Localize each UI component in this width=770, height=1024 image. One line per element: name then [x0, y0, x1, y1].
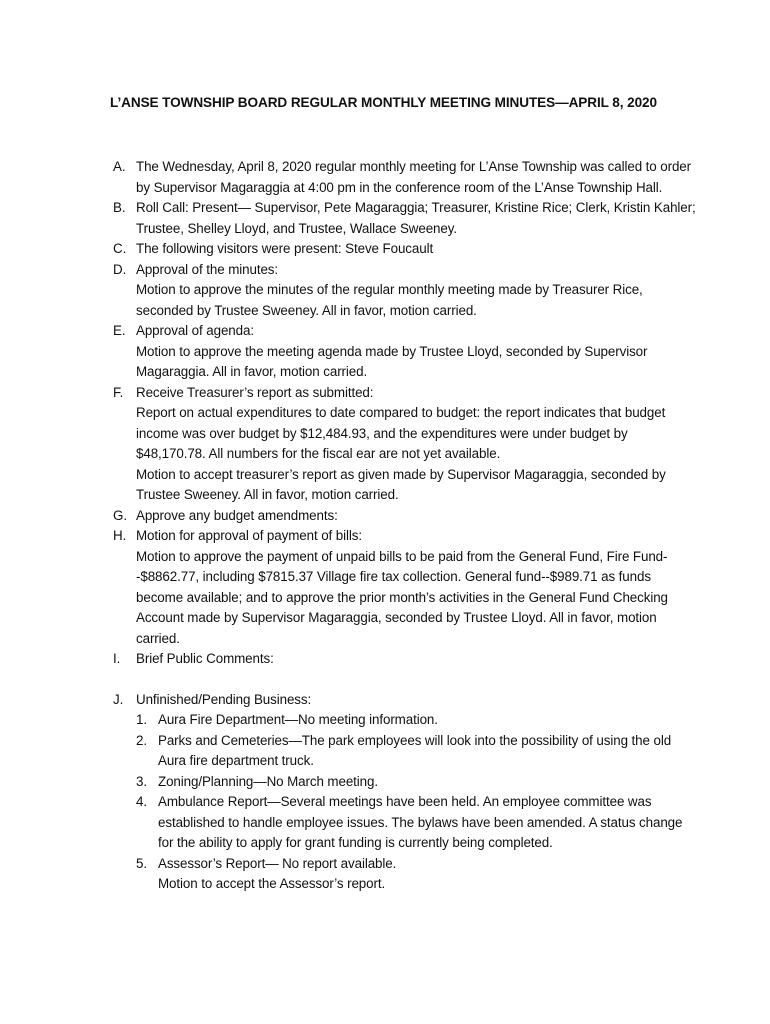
minutes-item: [0, 198, 770, 239]
minutes-item-j: [0, 690, 770, 711]
item-text: [136, 157, 696, 198]
sub-item-marker: 3.: [136, 773, 147, 789]
item-paragraph: Approve any budget amendments:: [136, 507, 338, 523]
item-marker: D.: [113, 261, 127, 277]
item-marker: C.: [113, 241, 127, 256]
sub-item-text: [158, 854, 696, 895]
item-text: [136, 526, 696, 649]
item-text: [136, 198, 696, 239]
item-marker: J.: [113, 691, 124, 707]
item-paragraph: Motion for approval of payment of bills:: [136, 528, 362, 543]
document-title: L’ANSE TOWNSHIP BOARD REGULAR MONTHLY MEETING MINUTES—APRIL 8, 2020: [110, 95, 657, 110]
minutes-item: [0, 239, 770, 260]
item-paragraph: Motion to approve the meeting agenda made by Trustee Lloyd, seconded by Supervisor Magaraggia. All in favor, motion carried.: [136, 343, 648, 379]
item-paragraph: Approval of the minutes:: [136, 261, 279, 277]
item-marker: H.: [113, 528, 127, 543]
item-paragraph: Motion to approve the payment of unpaid bills to be paid from the General Fund, Fire Fund--$8862.77, including $7815.37 Village fire tax collection. General fund--$989.71 as funds become available; and to approve the prior month’s activities in the General Fund Checking Account made by Supervisor Magaraggia, seconded by Trustee Lloyd. All in favor, motion carried.: [136, 548, 668, 646]
sub-item-text: [158, 792, 696, 854]
minutes-item: [0, 383, 770, 506]
sub-item: [0, 710, 770, 731]
sub-item-marker: 4.: [136, 794, 147, 809]
item-paragraph: Approval of agenda:: [136, 323, 254, 338]
item-paragraph: Report on actual expenditures to date compared to budget: the report indicates that budget income was over budget by $12,484.93, and the expenditures were under budget by $48,170.78. All numbers for the fiscal ear are not yet available.: [136, 405, 666, 461]
item-marker: I.: [113, 651, 121, 666]
item-text: [136, 260, 696, 322]
minutes-item-list: [0, 157, 770, 895]
minutes-item: [0, 260, 770, 322]
sub-item-text: [158, 731, 696, 772]
item-marker: A.: [113, 159, 126, 174]
item-marker: E.: [113, 323, 126, 338]
sub-item-paragraph: Assessor’s Report— No report available.: [158, 855, 397, 871]
item-paragraph: Roll Call: Present— Supervisor, Pete Magaraggia; Treasurer, Kristine Rice; Clerk, Kristin Kahler; Trustee, Shelley Lloyd, and Trustee, Wallace Sweeney.: [136, 200, 696, 236]
item-paragraph: Motion to approve the minutes of the regular monthly meeting made by Treasurer Rice, seconded by Trustee Sweeney. All in favor, motion carried.: [136, 282, 643, 318]
item-marker: B.: [113, 200, 126, 215]
sub-item-marker: 1.: [136, 712, 147, 727]
sub-item-text: [158, 772, 696, 793]
item-paragraph: Brief Public Comments:: [136, 651, 274, 666]
item-text: [136, 690, 696, 711]
item-text: [136, 383, 696, 506]
item-paragraph: Motion to accept treasurer’s report as given made by Supervisor Magaraggia, seconded by Trustee Sweeney. All in favor, motion carried.: [136, 466, 666, 502]
sub-item-paragraph: Motion to accept the Assessor’s report.: [158, 876, 386, 891]
sub-item: [0, 792, 770, 854]
item-text: [136, 506, 696, 527]
item-paragraph: The following visitors were present: Steve Foucault: [136, 241, 434, 256]
item-text: [136, 321, 696, 383]
item-marker: G.: [113, 507, 127, 523]
sub-item-paragraph: Parks and Cemeteries—The park employees will look into the possibility of using the old Aura fire department truck.: [158, 732, 672, 768]
minutes-item: [0, 649, 770, 670]
sub-item-marker: 5.: [136, 855, 147, 871]
item-paragraph: The Wednesday, April 8, 2020 regular monthly meeting for L’Anse Township was called to order by Supervisor Magaraggia at 4:00 pm in the conference room of the L’Anse Township Hall.: [136, 159, 692, 195]
item-text: [136, 649, 696, 670]
item-text: [136, 239, 696, 260]
minutes-item: [0, 321, 770, 383]
sub-item-marker: 2.: [136, 732, 147, 748]
sub-item-paragraph: Aura Fire Department—No meeting information.: [158, 712, 438, 727]
minutes-item: [0, 526, 770, 649]
sub-item: [0, 854, 770, 895]
section-heading: Unfinished/Pending Business:: [136, 691, 312, 707]
sub-item: [0, 772, 770, 793]
item-paragraph: Receive Treasurer’s report as submitted:: [136, 384, 374, 400]
minutes-item: [0, 157, 770, 198]
minutes-item: [0, 506, 770, 527]
section-spacer: [0, 670, 770, 690]
sub-item-paragraph: Ambulance Report—Several meetings have been held. An employee committee was established to handle employee issues. The bylaws have been amended. A status change for the ability to apply for grant funding is currently being completed.: [158, 794, 683, 850]
sub-item-text: [158, 710, 696, 731]
item-marker: F.: [113, 384, 124, 400]
sub-item-paragraph: Zoning/Planning—No March meeting.: [158, 773, 378, 789]
sub-item: [0, 731, 770, 772]
